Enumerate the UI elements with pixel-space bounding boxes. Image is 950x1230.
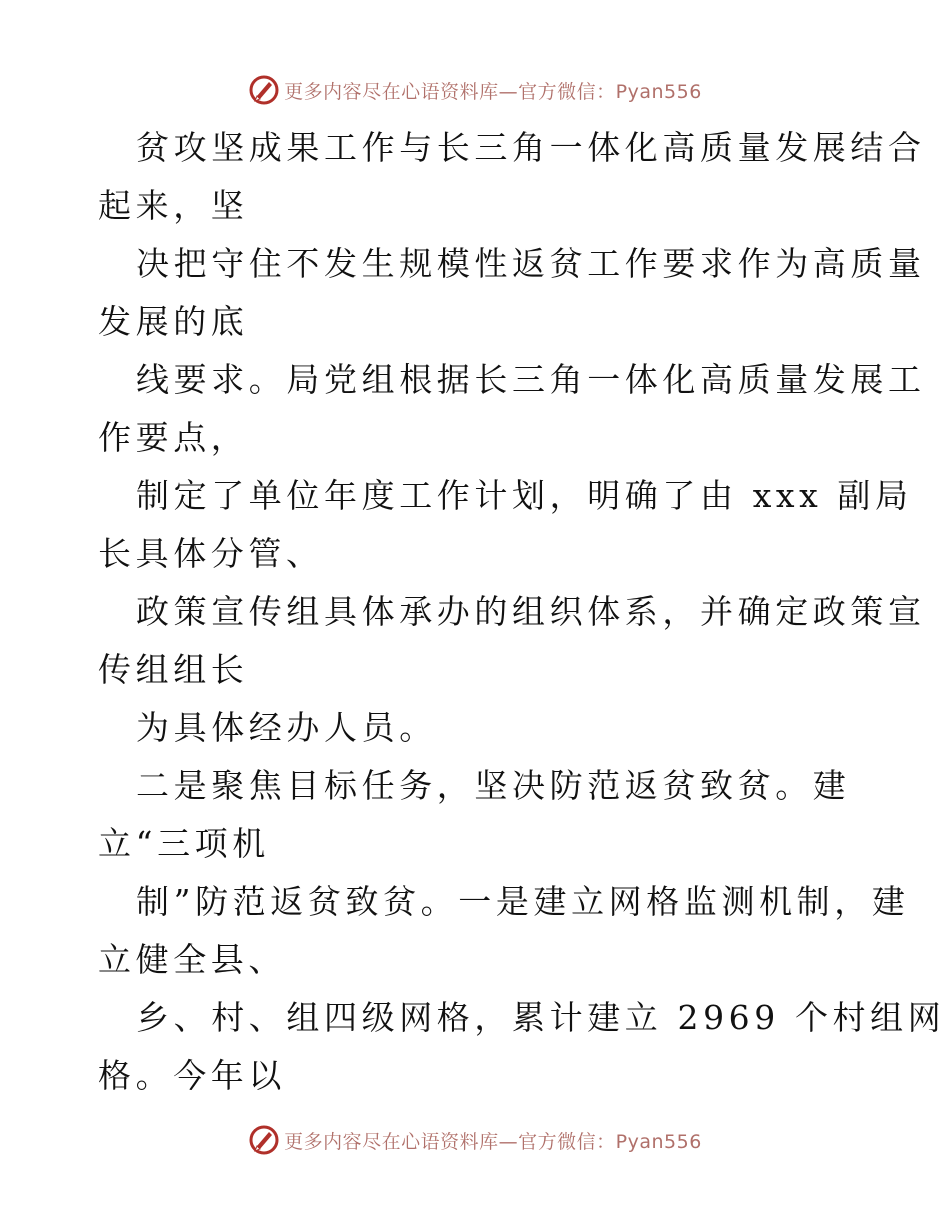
text-line: 线要求。局党组根据长三角一体化高质量发展工 <box>136 360 926 399</box>
text-line: 政策宣传组具体承办的组织体系，并确定政策宣 <box>136 592 926 631</box>
text-line: 制定了单位年度工作计划，明确了由 xxx 副局 <box>136 476 913 515</box>
text-line: 长具体分管、 <box>98 534 324 573</box>
footer-watermark <box>0 1120 950 1160</box>
text-line: 立“三项机 <box>98 824 270 863</box>
text-line: 传组组长 <box>98 650 249 689</box>
text-line: 立健全县、 <box>98 940 286 979</box>
text-line: 制”防范返贫致贫。一是建立网格监测机制，建 <box>136 882 910 921</box>
watermark-text: 更多内容尽在心语资料库—官方微信：Pyan556 <box>284 80 702 103</box>
watermark-text: 更多内容尽在心语资料库—官方微信：Pyan556 <box>284 1130 702 1153</box>
pen-logo-icon <box>248 1124 280 1156</box>
text-line: 为具体经办人员。 <box>136 708 437 747</box>
text-line: 格。今年以 <box>98 1056 286 1095</box>
pen-logo-icon <box>248 74 280 106</box>
header-watermark <box>0 70 950 110</box>
text-line: 发展的底 <box>98 302 249 341</box>
text-line: 贫攻坚成果工作与长三角一体化高质量发展结合 <box>136 128 926 167</box>
text-line: 作要点， <box>98 418 249 457</box>
text-line: 决把守住不发生规模性返贫工作要求作为高质量 <box>136 244 926 283</box>
text-line: 乡、村、组四级网格，累计建立 2969 个村组网 <box>136 998 946 1037</box>
text-line: 二是聚焦目标任务，坚决防范返贫致贫。建 <box>136 766 851 805</box>
text-line: 起来，坚 <box>98 186 249 225</box>
